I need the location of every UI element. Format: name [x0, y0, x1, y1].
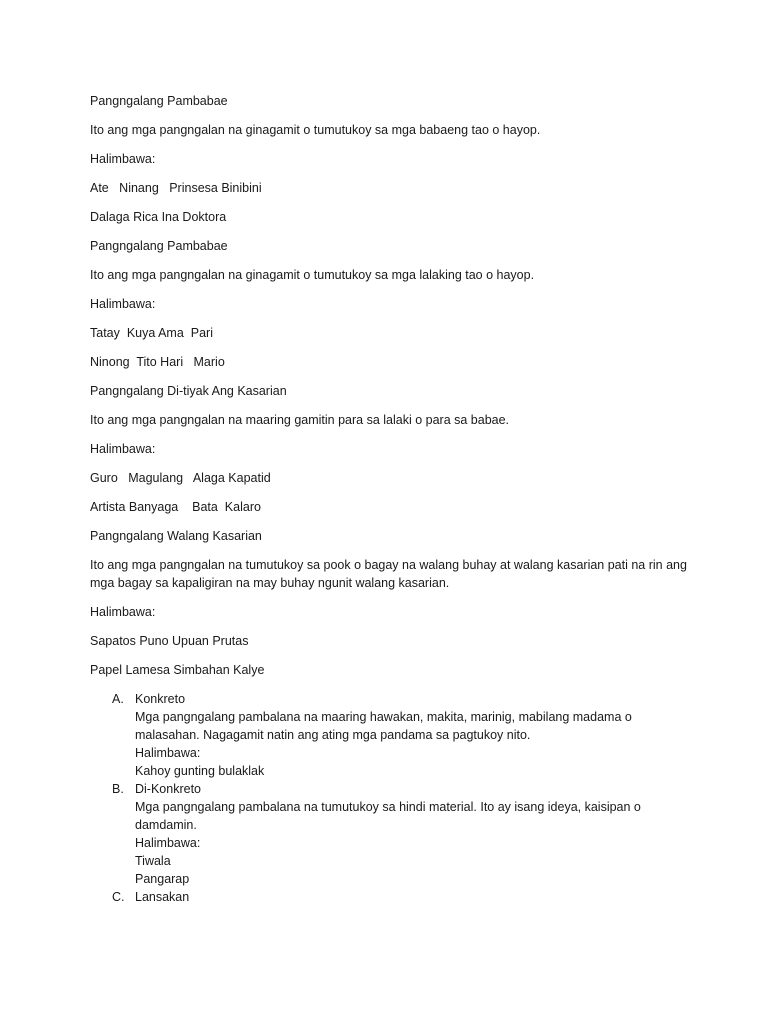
example-line: Tatay Kuya Ama Pari: [90, 326, 213, 340]
definition-panlalaki: Ito ang mga pangngalan na ginagamit o tumutukoy sa mga lalaking tao o hayop.: [90, 268, 535, 282]
example-label: Halimbawa:: [90, 297, 156, 311]
example-line: Ninong Tito Hari Mario: [90, 355, 225, 369]
example-label: Halimbawa:: [135, 746, 201, 760]
example-line: Ate Ninang Prinsesa Binibini: [90, 181, 262, 195]
example-label: Halimbawa:: [90, 442, 156, 456]
definition-di-tiyak: Ito ang mga pangngalan na maaring gamitin para sa lalaki o para sa babae.: [90, 413, 510, 427]
list-item-lansakan: [90, 888, 690, 906]
definition-walang-kasarian: Ito ang mga pangngalan na tumutukoy sa pook o bagay na walang buhay at walang kasarian pati na rin ang mga bagay sa kapaligiran na may buhay ngunit walang kasarian.: [90, 558, 691, 590]
example-line: Pangarap: [135, 872, 190, 886]
definition-pambabae: Ito ang mga pangngalan na ginagamit o tumutukoy sa mga babaeng tao o hayop.: [90, 123, 541, 137]
heading-walang-kasarian: Pangngalang Walang Kasarian: [90, 529, 262, 543]
example-label: Halimbawa:: [90, 605, 156, 619]
example-line: Sapatos Puno Upuan Prutas: [90, 634, 249, 648]
list-item-title: Lansakan: [135, 890, 190, 904]
list-item-definition: Mga pangngalang pambalana na tumutukoy sa hindi material. Ito ay isang ideya, kaisipan o damdamin.: [135, 800, 645, 832]
list-item-title: Konkreto: [135, 692, 186, 706]
example-label: Halimbawa:: [90, 152, 156, 166]
example-line: Tiwala: [135, 854, 171, 868]
example-line: Kahoy gunting bulaklak: [135, 764, 265, 778]
heading-pambabae-2: Pangngalang Pambabae: [90, 239, 228, 253]
example-label: Halimbawa:: [135, 836, 201, 850]
document-body: [90, 92, 690, 906]
list-marker: B.: [112, 782, 124, 796]
example-line: Dalaga Rica Ina Doktora: [90, 210, 227, 224]
list-item-konkreto: [90, 690, 690, 780]
list-item-definition: Mga pangngalang pambalana na maaring hawakan, makita, marinig, mabilang madama o malasahan. Nagagamit natin ang ating mga pandama sa pagtukoy nito.: [135, 710, 636, 742]
example-line: Guro Magulang Alaga Kapatid: [90, 471, 271, 485]
list-marker: A.: [112, 692, 124, 706]
example-line: Artista Banyaga Bata Kalaro: [90, 500, 261, 514]
list-item-title: Di-Konkreto: [135, 782, 201, 796]
noun-type-list: [90, 690, 690, 906]
list-item-di-konkreto: [90, 780, 690, 888]
example-line: Papel Lamesa Simbahan Kalye: [90, 663, 265, 677]
heading-di-tiyak: Pangngalang Di-tiyak Ang Kasarian: [90, 384, 287, 398]
heading-pambabae-1: Pangngalang Pambabae: [90, 94, 228, 108]
list-marker: C.: [112, 890, 125, 904]
